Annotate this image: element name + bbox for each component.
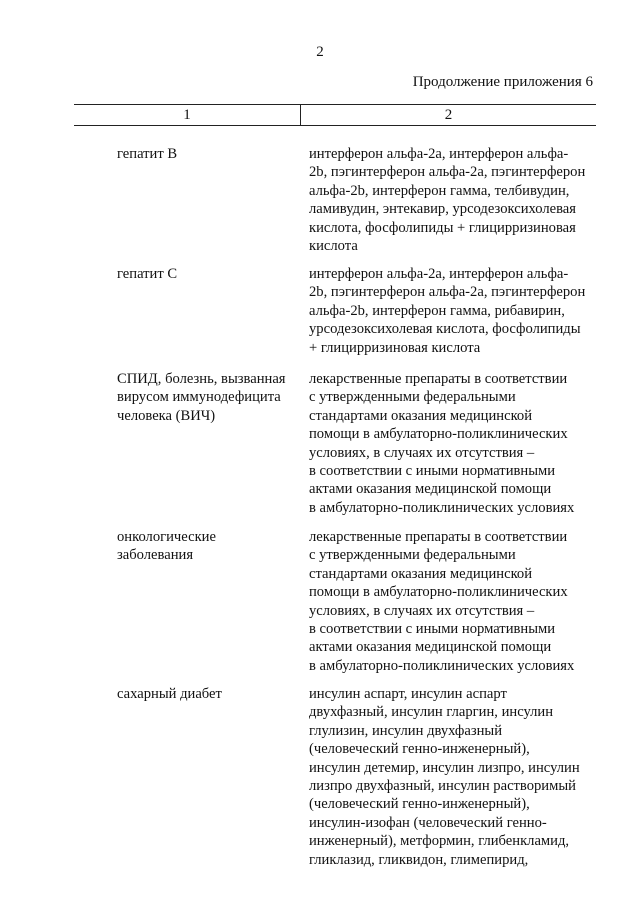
drugs-cell — [309, 370, 609, 517]
continuation-label: Продолжение приложения 6 — [412, 74, 593, 90]
drugs-line: альфа-2b, интерферон гамма, телбивудин, — [309, 182, 570, 199]
drugs-line: 2b, пэгинтерферон альфа-2а, пэгинтерферон — [309, 284, 586, 301]
drugs-line: условиях, в случаях их отсутствия – — [309, 444, 535, 461]
disease-cell — [117, 265, 302, 283]
drugs-line: инсулин аспарт, инсулин аспарт — [309, 686, 507, 702]
disease-line: гепатит В — [117, 146, 178, 162]
drugs-line: инсулин детемир, инсулин лизпро, инсулин — [309, 759, 580, 776]
table-header — [74, 104, 596, 126]
drugs-cell — [309, 145, 609, 255]
drugs-line: актами оказания медицинской помощи — [309, 639, 552, 656]
disease-line: гепатит С — [117, 266, 178, 282]
drugs-line: интерферон альфа-2а, интерферон альфа- — [309, 266, 569, 282]
drugs-line: (человеческий генно-инженерный), — [309, 741, 530, 758]
disease-cell — [117, 528, 302, 565]
drugs-line: лекарственные препараты в соответствии — [309, 529, 568, 545]
drugs-line: в соответствии с иными нормативными — [309, 462, 556, 479]
drugs-line: глулизин, инсулин двухфазный — [309, 722, 503, 739]
drugs-line: с утвержденными федеральными — [309, 547, 516, 564]
drugs-line: гликлазид, гликвидон, глимепирид, — [309, 851, 529, 868]
drugs-line: инженерный), метформин, глибенкламид, — [309, 833, 570, 850]
drugs-line: + глицирризиновая кислота — [309, 339, 481, 356]
drugs-line: интерферон альфа-2а, интерферон альфа- — [309, 146, 569, 162]
drugs-line: инсулин-изофан (человеческий генно- — [309, 814, 547, 831]
drugs-line: ламивудин, энтекавир, урсодезоксихолевая — [309, 201, 576, 218]
drugs-line: 2b, пэгинтерферон альфа-2а, пэгинтерферон — [309, 164, 586, 181]
drugs-line: условиях, в случаях их отсутствия – — [309, 602, 535, 619]
drugs-line: в соответствии с иными нормативными — [309, 620, 556, 637]
drugs-line: лекарственные препараты в соответствии — [309, 371, 568, 387]
page-number: 2 — [316, 44, 324, 60]
drugs-line: (человеческий генно-инженерный), — [309, 796, 530, 813]
disease-line: заболевания — [117, 547, 194, 564]
drugs-line: стандартами оказания медицинской — [309, 565, 533, 582]
drugs-line: с утвержденными федеральными — [309, 389, 516, 406]
disease-cell — [117, 145, 302, 163]
disease-cell — [117, 370, 302, 425]
disease-line: вирусом иммунодефицита — [117, 389, 281, 406]
disease-line: СПИД, болезнь, вызванная — [117, 371, 286, 387]
drugs-line: стандартами оказания медицинской — [309, 407, 533, 424]
drugs-cell — [309, 528, 609, 675]
drugs-line: в амбулаторно-поликлинических условиях — [309, 499, 575, 516]
disease-line: онкологические — [117, 529, 216, 545]
drugs-line: актами оказания медицинской помощи — [309, 481, 552, 498]
disease-cell — [117, 685, 302, 703]
drugs-line: в амбулаторно-поликлинических условиях — [309, 657, 575, 674]
disease-line: сахарный диабет — [117, 686, 222, 702]
column-header-1: 1 — [74, 105, 301, 125]
drugs-line: кислота — [309, 237, 358, 254]
drugs-line: помощи в амбулаторно-поликлинических — [309, 584, 568, 601]
drugs-line: альфа-2b, интерферон гамма, рибавирин, — [309, 302, 565, 319]
drugs-line: кислота, фосфолипиды + глицирризиновая — [309, 219, 576, 236]
drugs-cell — [309, 265, 609, 357]
drugs-cell — [309, 685, 609, 869]
drugs-line: помощи в амбулаторно-поликлинических — [309, 426, 568, 443]
column-header-2: 2 — [444, 107, 453, 123]
drugs-line: урсодезоксихолевая кислота, фосфолипиды — [309, 321, 581, 338]
drugs-line: двухфазный, инсулин гларгин, инсулин — [309, 704, 554, 721]
disease-line: человека (ВИЧ) — [117, 407, 216, 424]
drugs-line: лизпро двухфазный, инсулин растворимый — [309, 777, 576, 794]
